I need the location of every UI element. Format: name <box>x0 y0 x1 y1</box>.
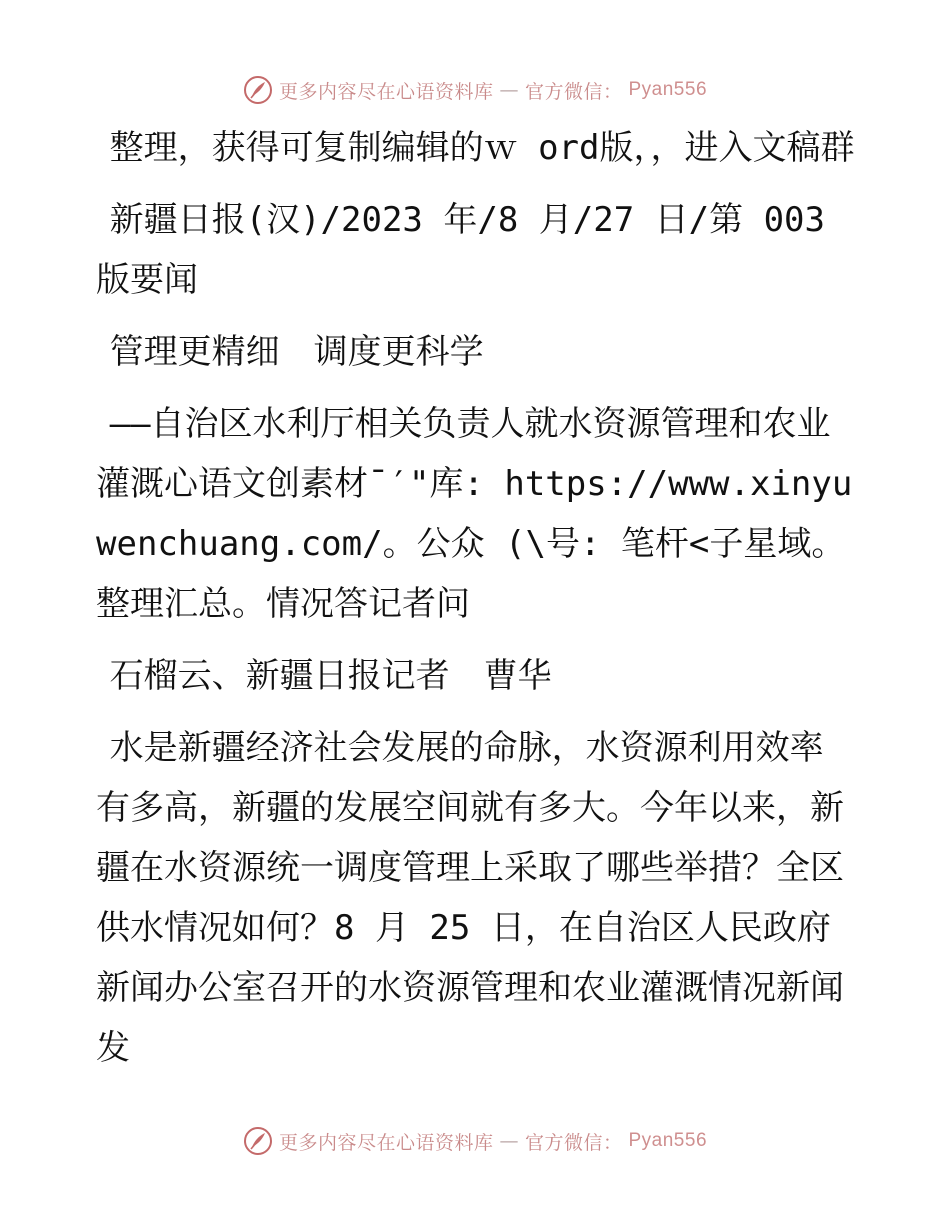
watermark-separator: — <box>499 79 519 101</box>
header-watermark <box>0 70 950 110</box>
watermark-text: 更多内容尽在心语资料库 <box>278 80 494 103</box>
watermark-wechat-label: 官方微信： <box>524 1131 623 1154</box>
quill-logo-icon <box>243 75 273 105</box>
source-line: 新疆日报(汉)/2023 年/8 月/27 日/第 003 版要闻 <box>96 200 846 300</box>
watermark-wechat-label: 官方微信： <box>524 80 623 103</box>
headline: 管理更精细 调度更科学 <box>109 332 484 372</box>
watermark-text: 更多内容尽在心语资料库 <box>278 1131 494 1154</box>
body-paragraph: 水是新疆经济社会发展的命脉，水资源利用效率有多高，新疆的发展空间就有多大。今年以来，新疆在水资源统一调度管理上采取了哪些举措？全区供水情况如何？8 月 25 日，在自治区人民政府新闻办公室召开的水资源管理和农业灌溉情况新闻发 <box>96 728 844 1068</box>
watermark-wechat-id: Pyan556 <box>628 1130 708 1151</box>
footer-watermark <box>0 1121 950 1161</box>
quill-logo-icon <box>243 1126 273 1156</box>
document-body <box>96 118 856 1090</box>
byline: 石榴云、新疆日报记者 曹华 <box>109 656 552 696</box>
watermark-wechat-id: Pyan556 <box>628 79 708 100</box>
subheadline: ——自治区水利厅相关负责人就水资源管理和农业灌溉心语文创素材¯′"库: https://www.xinyuwenchuang.com/。公众 (\号: 笔杆<子星域。整理汇总。情况答记者问 <box>96 404 853 624</box>
intro-paragraph: 整理，获得可复制编辑的ｗ ord版，，进入文稿群 <box>109 128 855 168</box>
watermark-separator: — <box>499 1130 519 1152</box>
